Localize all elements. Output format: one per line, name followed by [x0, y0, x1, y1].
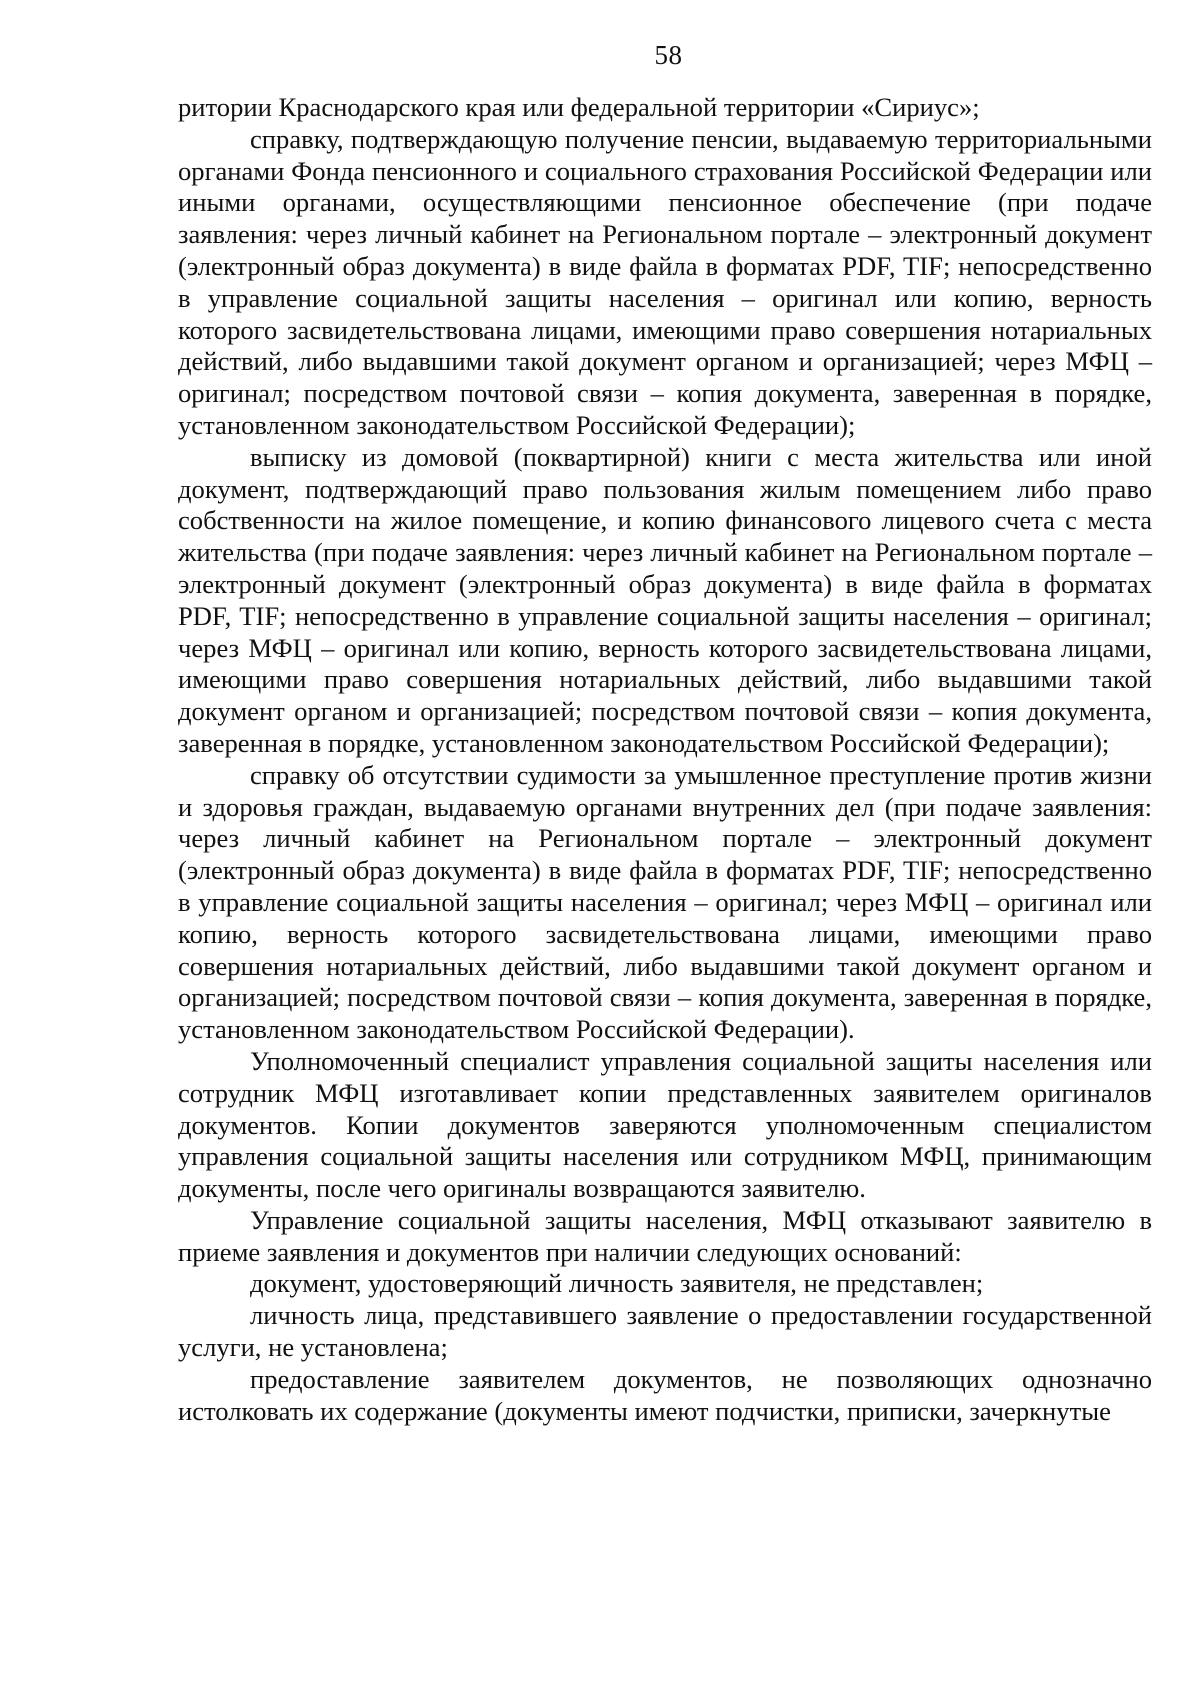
document-body: [178, 92, 1152, 1427]
paragraph-continuation: ритории Краснодарского края или федеральной территории «Сириус»;: [178, 92, 980, 122]
paragraph-no-criminal-record: справку об отсутствии судимости за умышленное преступление против жизни и здоровья граждан, выдаваемую органами внутренних дел (при подаче заявления: через личный кабинет на Региональном портале – электронный документ (электронный образ документа) в виде файла в форматах PDF, TIF; непосредственно в управление социальной защиты населения – оригинал; через МФЦ – оригинал или копию, верность которого засвидетельствована лицами, имеющими право совершения нотариальных действий, либо выдавшими такой документ органом и организацией; посредством почтовой связи – копия документа, заверенная в порядке, установленном законодательством Российской Федерации).: [178, 759, 1152, 1045]
paragraph-identity-not-established: личность лица, представившего заявление о предоставлении государственной услуги, не установлена;: [178, 1300, 1152, 1363]
paragraph-identity-document: документ, удостоверяющий личность заявителя, не представлен;: [250, 1268, 984, 1299]
paragraph-house-book-extract: выписку из домовой (поквартирной) книги с места жительства или иной документ, подтверждающий право пользования жилым помещением либо право собственности на жилое помещение, и копию финансового лицевого счета с места жительства (при подаче заявления: через личный кабинет на Региональном портале – электронный документ (электронный образ документа) в виде файла в форматах PDF, TIF; непосредственно в управление социальной защиты населения – оригинал; через МФЦ – оригинал или копию, верность которого засвидетельствована лицами, имеющими право совершения нотариальных действий, либо выдавшими такой документ органом и организацией; посредством почтовой связи – копия документа, заверенная в порядке, установленном законодательством Российской Федерации);: [178, 441, 1152, 758]
paragraph-document-copies: Уполномоченный специалист управления социальной защиты населения или сотрудник МФЦ изготавливает копии представленных заявителем оригиналов документов. Копии документов заверяются уполномоченным специалистом управления социальной защиты населения или сотрудником МФЦ, принимающим документы, после чего оригиналы возвращаются заявителю.: [178, 1045, 1152, 1204]
paragraph-pension-certificate: справку, подтверждающую получение пенсии, выдаваемую территориальными органами Фонда пенсионного и социального страхования Российской Федерации или иными органами, осуществляющими пенсионное обеспечение (при подаче заявления: через личный кабинет на Региональном портале – электронный документ (электронный образ документа) в виде файла в форматах PDF, TIF; непосредственно в управление социальной защиты населения – оригинал или копию, верность которого засвидетельствована лицами, имеющими право совершения нотариальных действий, либо выдавшими такой документ органом и организацией; через МФЦ – оригинал; посредством почтовой связи – копия документа, заверенная в порядке, установленном законодательством Российской Федерации);: [178, 123, 1152, 440]
paragraph-refusal-grounds: Управление социальной защиты населения, МФЦ отказывают заявителю в приеме заявления и документов при наличии следующих оснований:: [178, 1204, 1152, 1267]
paragraph-ambiguous-documents: предоставление заявителем документов, не позволяющих однозначно истолковать их содержание (документы имеют подчистки, приписки, зачеркнутые: [178, 1363, 1152, 1426]
page-number: 58: [654, 40, 683, 70]
